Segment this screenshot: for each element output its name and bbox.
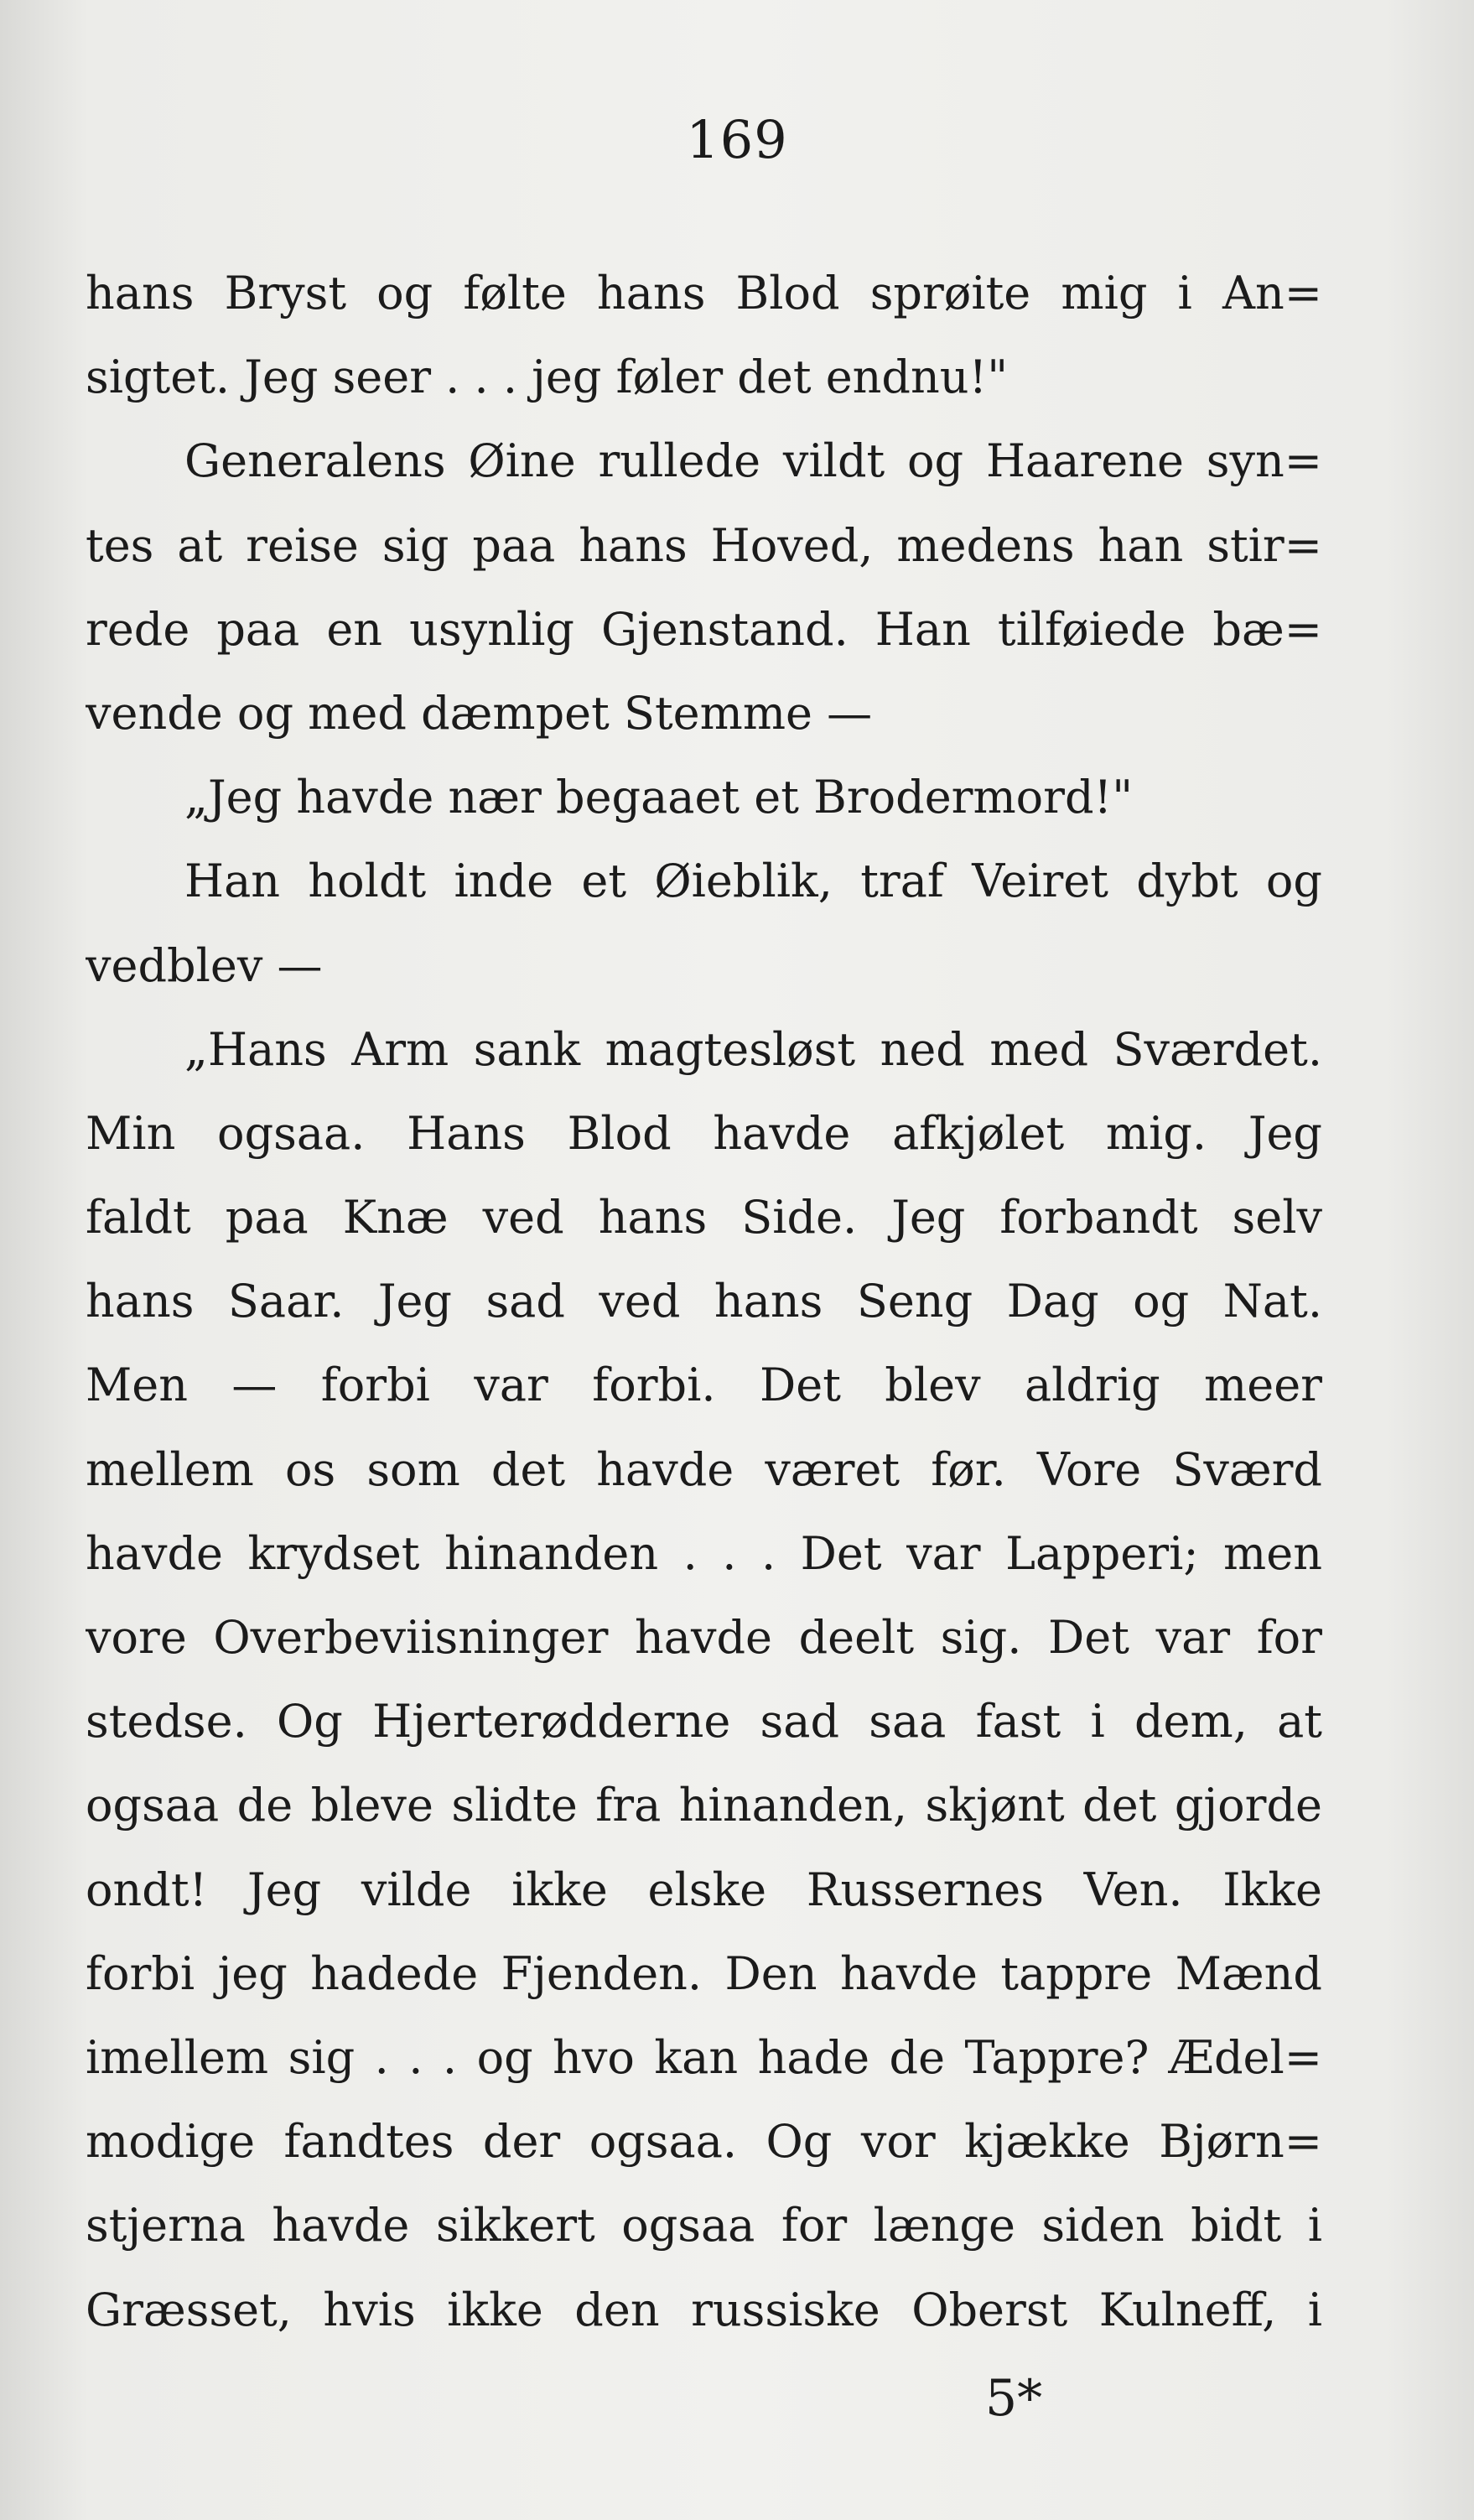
text-line: ondt! Jeg vilde ikke elske Russernes Ven. Ikke: [86, 1863, 1322, 1916]
text-line: imellem sig . . . og hvo kan hade de Tappre? Ædel=: [86, 2030, 1322, 2084]
text-line: hans Saar. Jeg sad ved hans Seng Dag og Nat.: [86, 1275, 1322, 1328]
page-number: 169: [686, 109, 788, 170]
text-line: stedse. Og Hjerterødderne sad saa fast i dem, at: [86, 1695, 1322, 1748]
text-line: Græsset, hvis ikke den russiske Oberst Kulneff, i: [86, 2283, 1322, 2336]
text-line: ogsaa de bleve slidte fra hinanden, skjønt det gjorde: [86, 1779, 1322, 1832]
text-line: „Jeg havde nær begaaet et Brodermord!": [184, 771, 1134, 824]
text-line: hans Bryst og følte hans Blod sprøite mig i An=: [86, 267, 1322, 320]
text-line: tes at reise sig paa hans Hoved, medens han stir=: [86, 518, 1322, 572]
text-line: stjerna havde sikkert ogsaa for længe siden bidt i: [86, 2199, 1322, 2252]
text-line: vedblev —: [86, 938, 323, 992]
text-line: forbi jeg hadede Fjenden. Den havde tappre Mænd: [86, 1946, 1322, 2000]
text-line: vore Overbeviisninger havde deelt sig. Det var for: [86, 1611, 1322, 1664]
text-line: Generalens Øine rullede vildt og Haarene syn=: [184, 434, 1322, 488]
text-line: Min ogsaa. Hans Blod havde afkjølet mig. Jeg: [86, 1106, 1322, 1160]
text-line: mellem os som det havde været før. Vore Sværd: [86, 1442, 1322, 1496]
text-line: rede paa en usynlig Gjenstand. Han tilføiede bæ=: [86, 602, 1322, 656]
text-line: havde krydset hinanden . . . Det var Lapperi; men: [86, 1526, 1322, 1580]
text-line: Han holdt inde et Øieblik, traf Veiret dybt og: [184, 855, 1322, 908]
text-line: Men — forbi var forbi. Det blev aldrig meer: [86, 1359, 1322, 1412]
text-line: modige fandtes der ogsaa. Og vor kjække Bjørn=: [86, 2115, 1322, 2169]
signature-mark: 5*: [985, 2369, 1043, 2428]
text-line: faldt paa Knæ ved hans Side. Jeg forbandt selv: [86, 1191, 1322, 1244]
body-text: [86, 252, 1322, 2352]
text-line: sigtet. Jeg seer . . . jeg føler det endnu!": [86, 351, 1009, 404]
text-line: vende og med dæmpet Stemme —: [86, 686, 873, 740]
text-line: „Hans Arm sank magtesløst ned med Sværdet.: [184, 1022, 1322, 1076]
